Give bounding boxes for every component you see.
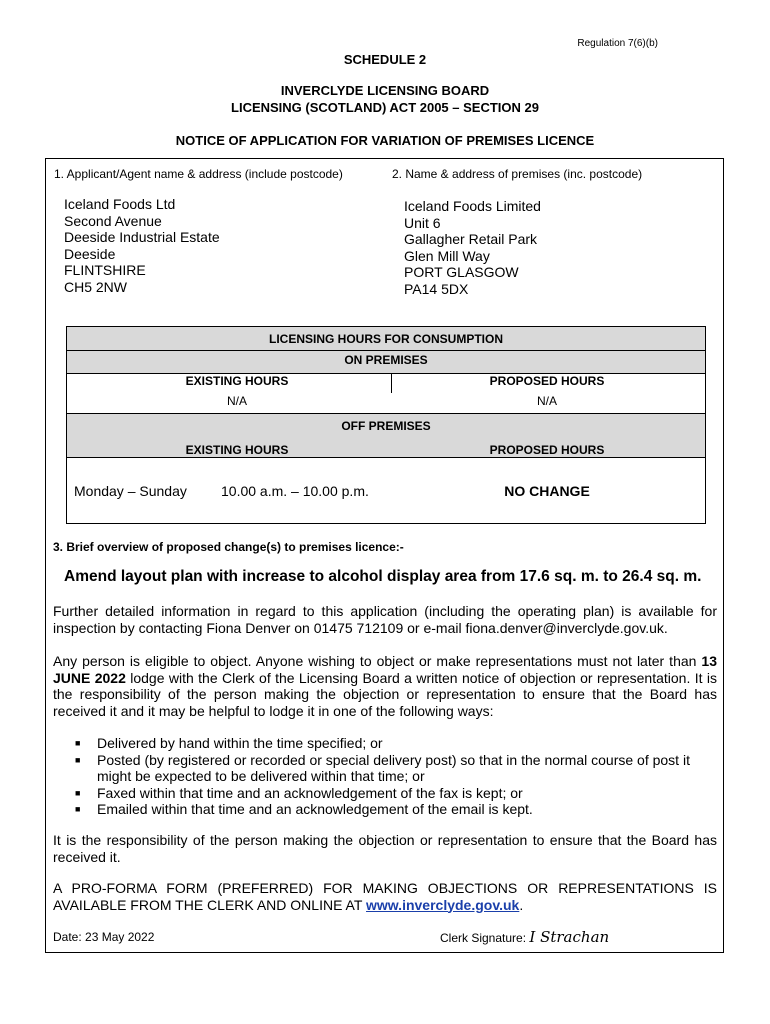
on-proposed-hours-heading: PROPOSED HOURS [489, 374, 605, 388]
premises-address [404, 198, 541, 297]
off-proposed-hours-value: NO CHANGE [504, 483, 590, 499]
premises-label: 2. Name & address of premises (inc. postcode) [392, 167, 643, 181]
address-line: Iceland Foods Ltd [64, 196, 176, 212]
proforma-paragraph [53, 880, 717, 913]
divider [391, 373, 392, 393]
on-premises-heading: ON PREMISES [344, 353, 428, 367]
on-proposed-hours-value: N/A [536, 394, 557, 408]
proposed-change-overview: Amend layout plan with increase to alcohol display area from 17.6 sq. m. to 26.4 sq. m. [64, 568, 702, 585]
on-existing-hours-value: N/A [226, 394, 247, 408]
address-line: Deeside Industrial Estate [64, 229, 220, 245]
on-existing-hours-heading: EXISTING HOURS [185, 374, 289, 388]
address-line: PORT GLASGOW [404, 264, 519, 280]
clerk-signature [440, 928, 609, 946]
bullet-icon: ■ [75, 738, 81, 748]
objection-deadline: 13 JUNE 2022 [53, 653, 717, 686]
objection-rest: lodge with the Clerk of the Licensing Board a written notice of objection or representation. It is the responsibility of the person making the objection or representation to ensure that the Board has received it and it may be helpful to lodge it in one of the following ways: [53, 669, 717, 719]
proforma-end: . [519, 896, 524, 913]
applicant-address [64, 196, 220, 295]
objection-paragraph [53, 653, 717, 719]
address-line: Iceland Foods Limited [404, 198, 541, 214]
divider [67, 457, 705, 458]
notice-date: Date: 23 May 2022 [53, 930, 155, 944]
regulation-reference: Regulation 7(6)(b) [577, 38, 658, 49]
address-line: CH5 2NW [64, 278, 128, 295]
address-line: Unit 6 [404, 214, 441, 231]
divider [67, 350, 705, 351]
off-existing-times: 10.00 a.m. – 10.00 p.m. [221, 483, 369, 499]
hours-table-title: LICENSING HOURS FOR CONSUMPTION [268, 332, 503, 346]
address-line: PA14 5DX [404, 280, 469, 297]
off-premises-heading: OFF PREMISES [341, 419, 431, 433]
off-proposed-hours-heading: PROPOSED HOURS [489, 443, 605, 457]
divider [67, 413, 705, 414]
responsibility-paragraph: It is the responsibility of the person making the objection or representation to ensure that the Board has received it. [53, 832, 717, 865]
list-item: ■ Emailed within that time and an acknowledgement of the email is kept. [75, 801, 533, 817]
website-link[interactable]: www.inverclyde.gov.uk [366, 896, 520, 913]
schedule-title: SCHEDULE 2 [343, 52, 427, 67]
off-existing-hours-heading: EXISTING HOURS [185, 443, 289, 457]
address-line: Glen Mill Way [404, 247, 490, 264]
info-paragraph: Further detailed information in regard to this application (including the operating plan) is available for inspection by contacting Fiona Denver on 01475 712109 or e-mail fiona.denver@inverclyde.gov.uk. [53, 603, 717, 636]
signature-value: I Strachan [529, 928, 610, 946]
applicant-label: 1. Applicant/Agent name & address (include postcode) [54, 167, 343, 181]
act-title: LICENSING (SCOTLAND) ACT 2005 – SECTION 29 [231, 100, 539, 115]
list-item: ■ Faxed within that time and an acknowledgement of the fax is kept; or [75, 784, 523, 801]
bullet-icon: ■ [75, 804, 81, 814]
address-line: FLINTSHIRE [64, 262, 146, 278]
bullet-icon: ■ [75, 787, 81, 798]
board-title: INVERCLYDE LICENSING BOARD [280, 83, 490, 98]
address-line: Deeside [64, 245, 116, 262]
off-existing-days: Monday – Sunday [74, 483, 187, 499]
proforma-text: A PRO-FORMA FORM (PREFERRED) FOR MAKING OBJECTIONS OR REPRESENTATIONS IS AVAILABLE FROM THE CLERK AND ONLINE AT [53, 880, 717, 913]
section3-label: 3. Brief overview of proposed change(s) to premises licence:- [53, 540, 404, 554]
objection-intro: Any person is eligible to object. Anyone wishing to object or make representations must not later than [53, 653, 697, 669]
list-item: ■ Posted (by registered or recorded or special delivery post) so that in the normal course of post it might be expected to be delivered within that time; or [75, 751, 690, 784]
signature-label: Clerk Signature: [440, 931, 527, 945]
bullet-icon: ■ [75, 754, 81, 765]
list-item: ■ Delivered by hand within the time specified; or [75, 735, 383, 751]
notice-title: NOTICE OF APPLICATION FOR VARIATION OF PREMISES LICENCE [175, 133, 595, 148]
address-line: Second Avenue [64, 212, 162, 229]
address-line: Gallagher Retail Park [404, 231, 538, 247]
licensing-hours-table [66, 326, 706, 524]
lodging-methods-list [75, 735, 717, 818]
